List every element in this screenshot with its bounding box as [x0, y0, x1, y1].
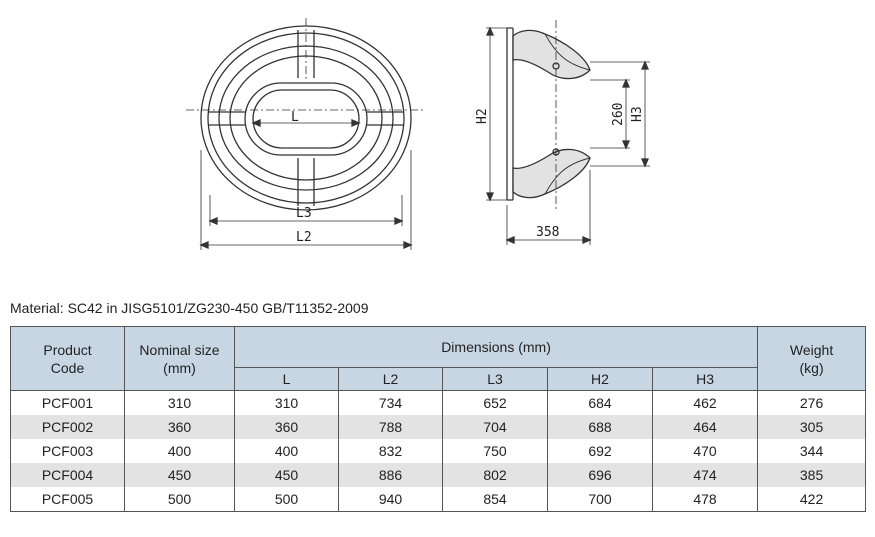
- cell-l: 500: [235, 487, 339, 512]
- dimensions-table: [10, 326, 866, 512]
- cell-l: 450: [235, 463, 339, 487]
- cell-nominal-size: 400: [125, 439, 235, 463]
- cell-l: 310: [235, 391, 339, 416]
- cell-product-code: PCF001: [11, 391, 125, 416]
- dim-label-l3: L3: [296, 206, 312, 221]
- cell-product-code: PCF004: [11, 463, 125, 487]
- cell-l3: 802: [443, 463, 548, 487]
- cell-weight: 276: [758, 391, 866, 416]
- table-row: [11, 415, 866, 439]
- header-nominal-size: Nominal size (mm): [125, 327, 235, 391]
- cell-h2: 684: [548, 391, 653, 416]
- header-dimensions: Dimensions (mm): [235, 327, 758, 368]
- header-h3: H3: [653, 368, 758, 391]
- cell-h3: 462: [653, 391, 758, 416]
- cell-l2: 832: [339, 439, 443, 463]
- cell-weight: 305: [758, 415, 866, 439]
- material-note: Material: SC42 in JISG5101/ZG230-450 GB/T11352-2009: [10, 300, 369, 316]
- header-l: L: [235, 368, 339, 391]
- cell-h3: 464: [653, 415, 758, 439]
- table-row: [11, 487, 866, 512]
- cell-h3: 474: [653, 463, 758, 487]
- cell-weight: 385: [758, 463, 866, 487]
- dim-label-l: L: [291, 110, 299, 125]
- table-row: [11, 463, 866, 487]
- cell-l3: 652: [443, 391, 548, 416]
- cell-l3: 704: [443, 415, 548, 439]
- dim-label-260: 260: [611, 102, 626, 126]
- cell-h2: 688: [548, 415, 653, 439]
- cell-h2: 700: [548, 487, 653, 512]
- table-row: [11, 439, 866, 463]
- dim-label-358: 358: [536, 225, 560, 240]
- header-product-code: Product Code: [11, 327, 125, 391]
- cell-product-code: PCF005: [11, 487, 125, 512]
- cell-l: 400: [235, 439, 339, 463]
- cell-product-code: PCF002: [11, 415, 125, 439]
- cell-nominal-size: 310: [125, 391, 235, 416]
- cell-l2: 788: [339, 415, 443, 439]
- header-l2: L2: [339, 368, 443, 391]
- cell-l3: 750: [443, 439, 548, 463]
- cell-l2: 886: [339, 463, 443, 487]
- cell-l2: 940: [339, 487, 443, 512]
- cell-product-code: PCF003: [11, 439, 125, 463]
- dim-label-h3: H3: [630, 106, 645, 122]
- cell-nominal-size: 450: [125, 463, 235, 487]
- cell-l3: 854: [443, 487, 548, 512]
- cell-l: 360: [235, 415, 339, 439]
- header-l3: L3: [443, 368, 548, 391]
- side-view: [486, 20, 650, 245]
- cell-h3: 470: [653, 439, 758, 463]
- cell-h2: 696: [548, 463, 653, 487]
- cell-weight: 344: [758, 439, 866, 463]
- cell-h3: 478: [653, 487, 758, 512]
- dim-label-l2: L2: [296, 230, 312, 245]
- cell-h2: 692: [548, 439, 653, 463]
- table-row: [11, 391, 866, 416]
- cell-weight: 422: [758, 487, 866, 512]
- header-h2: H2: [548, 368, 653, 391]
- cell-l2: 734: [339, 391, 443, 416]
- dim-label-h2: H2: [475, 108, 490, 124]
- header-weight: Weight (kg): [758, 327, 866, 391]
- cell-nominal-size: 500: [125, 487, 235, 512]
- cell-nominal-size: 360: [125, 415, 235, 439]
